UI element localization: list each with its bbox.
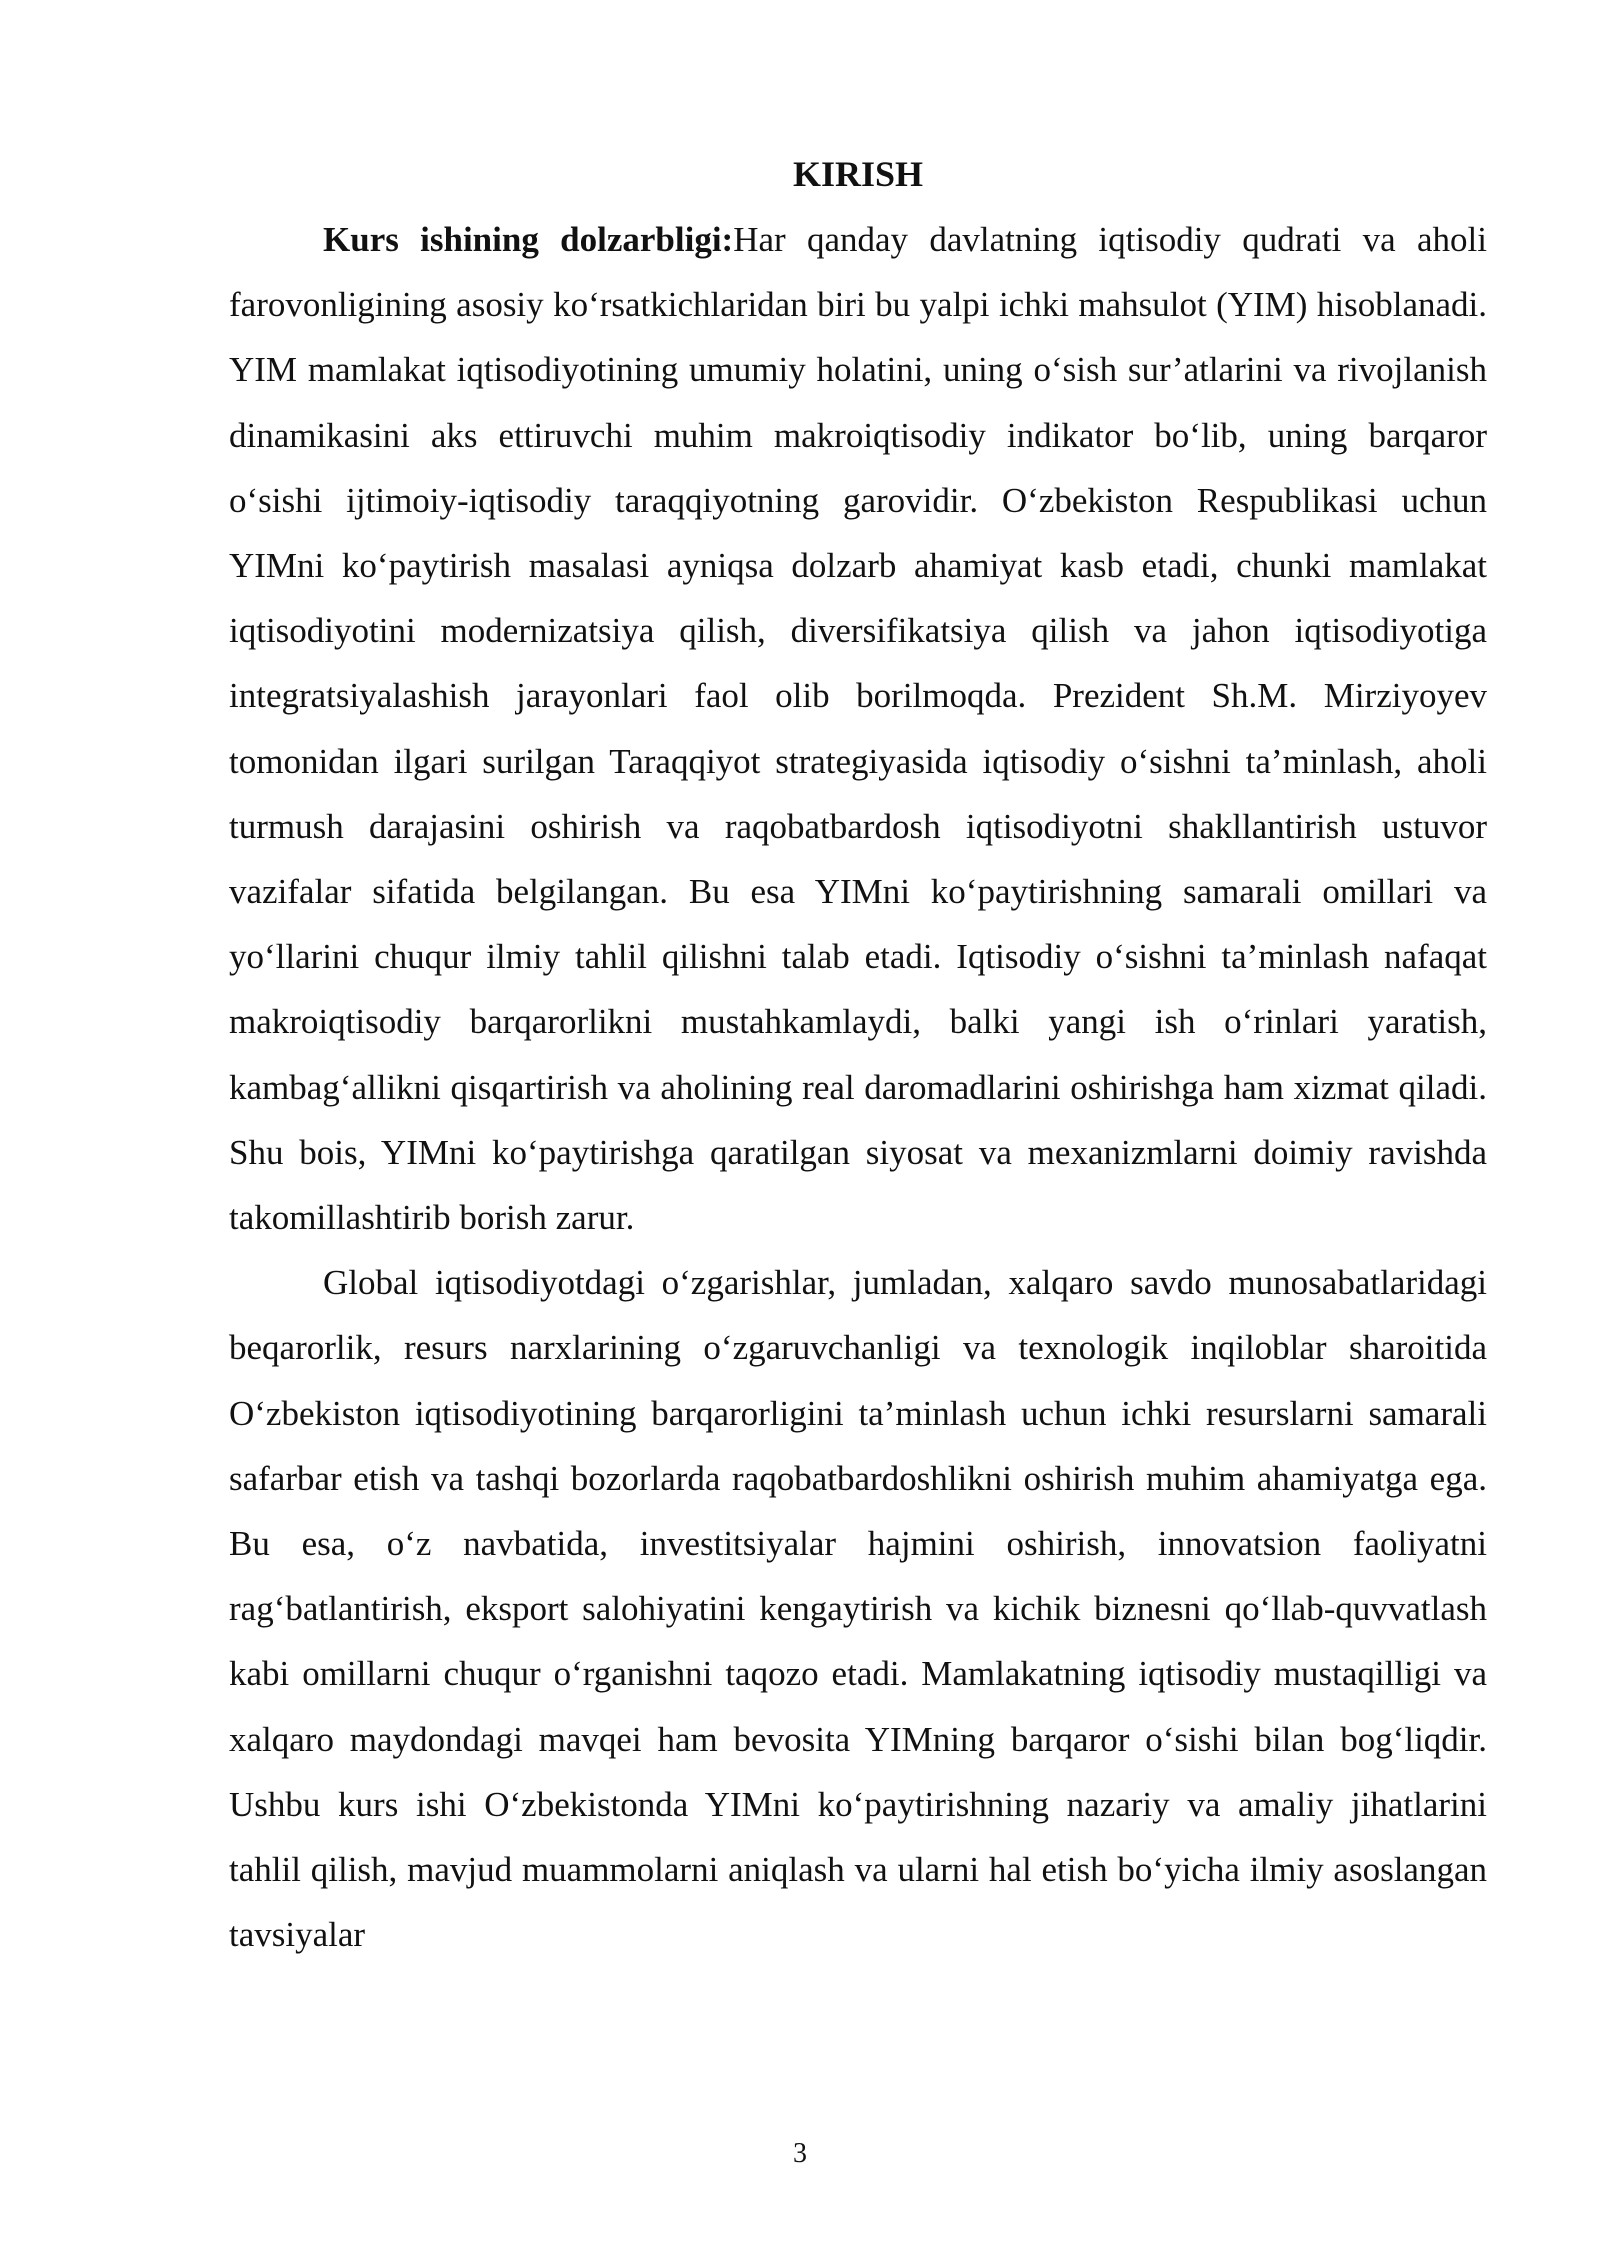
page-content [229, 142, 1487, 1967]
paragraph-relevance-text: Har qanday davlatning iqtisodiy qudrati va aholi farovonligining asosiy ko‘rsatkichlaridan biri bu yalpi ichki mahsulot (YIM) hisoblanadi. YIM mamlakat iqtisodiyotining umumiy holatini, uning o‘sish sur’atlarini va rivojlanish dinamikasini aks ettiruvchi muhim makroiqtisodiy indikator bo‘lib, uning barqaror o‘sishi ijtimoiy-iqtisodiy taraqqiyotning garovidir. O‘zbekiston Respublikasi uchun YIMni ko‘paytirish masalasi ayniqsa dolzarb ahamiyat kasb etadi, chunki mamlakat iqtisodiyotini modernizatsiya qilish, diversifikatsiya qilish va jahon iqtisodiyotiga integratsiyalashish jarayonlari faol olib borilmoqda. Prezident Sh.M. Mirziyoyev tomonidan ilgari surilgan Taraqqiyot strategiyasida iqtisodiy o‘sishni ta’minlash, aholi turmush darajasini oshirish va raqobatbardosh iqtisodiyotni shakllantirish ustuvor vazifalar sifatida belgilangan. Bu esa YIMni ko‘paytirishning samarali omillari va yo‘llarini chuqur ilmiy tahlil qilishni talab etadi. Iqtisodiy o‘sishni ta’minlash nafaqat makroiqtisodiy barqarorlikni mustahkamlaydi, balki yangi ish o‘rinlari yaratish, kambag‘allikni qisqartirish va aholining real daromadlarini oshirishga ham xizmat qiladi. Shu bois, YIMni ko‘paytirishga qaratilgan siyosat va mexanizmlarni doimiy ravishda takomillashtirib borish zarur. [229, 220, 1487, 1238]
paragraph-lead: Kurs ishining dolzarbligi: [323, 220, 734, 259]
paragraph-global-economy: Global iqtisodiyotdagi o‘zgarishlar, jumladan, xalqaro savdo munosabatlaridagi beqarorlik, resurs narxlarining o‘zgaruvchanligi va texnologik inqiloblar sharoitida O‘zbekiston iqtisodiyotining barqarorligini ta’minlash uchun ichki resurslarni samarali safarbar etish va tashqi bozorlarda raqobatbardoshlikni oshirish muhim ahamiyatga ega. Bu esa, o‘z navbatida, investitsiyalar hajmini oshirish, innovatsion faoliyatni rag‘batlantirish, eksport salohiyatini kengaytirish va kichik biznesni qo‘llab-quvvatlash kabi omillarni chuqur o‘rganishni taqozo etadi. Mamlakatning iqtisodiy mustaqilligi va xalqaro maydondagi mavqei ham bevosita YIMning barqaror o‘sishi bilan bog‘liqdir. Ushbu kurs ishi O‘zbekistonda YIMni ko‘paytirishning nazariy va amaliy jihatlarini tahlil qilish, mavjud muammolarni aniqlash va ularni hal etish bo‘yicha ilmiy asoslangan tavsiyalar [229, 1263, 1487, 1955]
section-heading: KIRISH [792, 154, 924, 194]
paragraph-relevance [229, 207, 1487, 1250]
page-number: 3 [793, 2138, 807, 2169]
